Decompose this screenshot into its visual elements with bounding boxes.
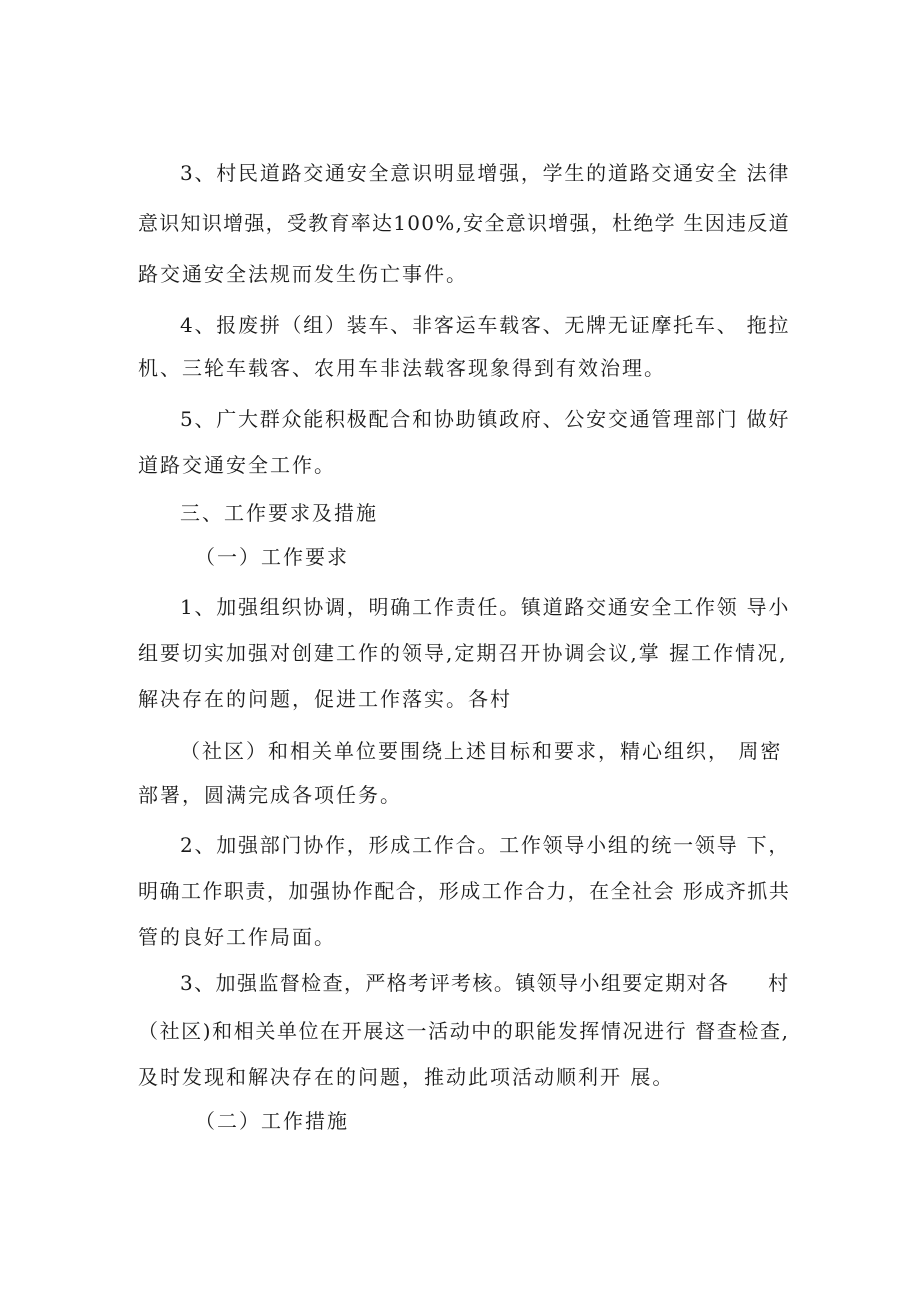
subsection-heading-1: （一）工作要求 <box>195 545 349 569</box>
line-4: 4、报废拼（组）装车、非客运车载客、无牌无证摩托车、 拖拉 <box>180 313 791 337</box>
line-16: 明确工作职责，加强协作配合，形成工作合力，在全社会 形成齐抓共 <box>138 879 791 903</box>
section-heading-3: 三、工作要求及措施 <box>180 501 378 525</box>
line-7: 道路交通安全工作。 <box>138 453 336 477</box>
line-10: 1、加强组织协调，明确工作责任。镇道路交通安全工作领 导小 <box>180 595 791 619</box>
line-13: （社区）和相关单位要围绕上述目标和要求，精心组织， 周密 <box>180 739 783 763</box>
line-6: 5、广大群众能积极配合和协助镇政府、公安交通管理部门 做好 <box>180 407 791 431</box>
line-1: 3、村民道路交通安全意识明显增强，学生的道路交通安全 法律 <box>180 161 791 185</box>
line-14: 部署，圆满完成各项任务。 <box>138 783 402 807</box>
line-11: 组要切实加强对创建工作的领导,定期召开协调会议,掌 握工作情况, <box>138 641 788 665</box>
line-15: 2、加强部门协作，形成工作合。工作领导小组的统一领导 下， <box>180 833 791 857</box>
line-5: 机、三轮车载客、农用车非法载客现象得到有效治理。 <box>138 356 666 380</box>
line-2: 意识知识增强，受教育率达100%,安全意识增强，杜绝学 生因违反道 <box>138 211 790 235</box>
line-17: 管的良好工作局面。 <box>138 925 336 949</box>
subsection-heading-2: （二）工作措施 <box>195 1109 349 1133</box>
line-12: 解决存在的问题，促进工作落实。各村 <box>138 687 512 711</box>
line-18: 3、加强监督检查，严格考评考核。镇领导小组要定期对各 村 <box>180 971 790 995</box>
line-19: （社区)和相关单位在开展这一活动中的职能发挥情况进行 督查检查, <box>138 1019 790 1043</box>
line-20: 及时发现和解决存在的问题，推动此项活动顺利开 展。 <box>138 1065 675 1089</box>
line-3: 路交通安全法规而发生伤亡事件。 <box>138 262 468 286</box>
